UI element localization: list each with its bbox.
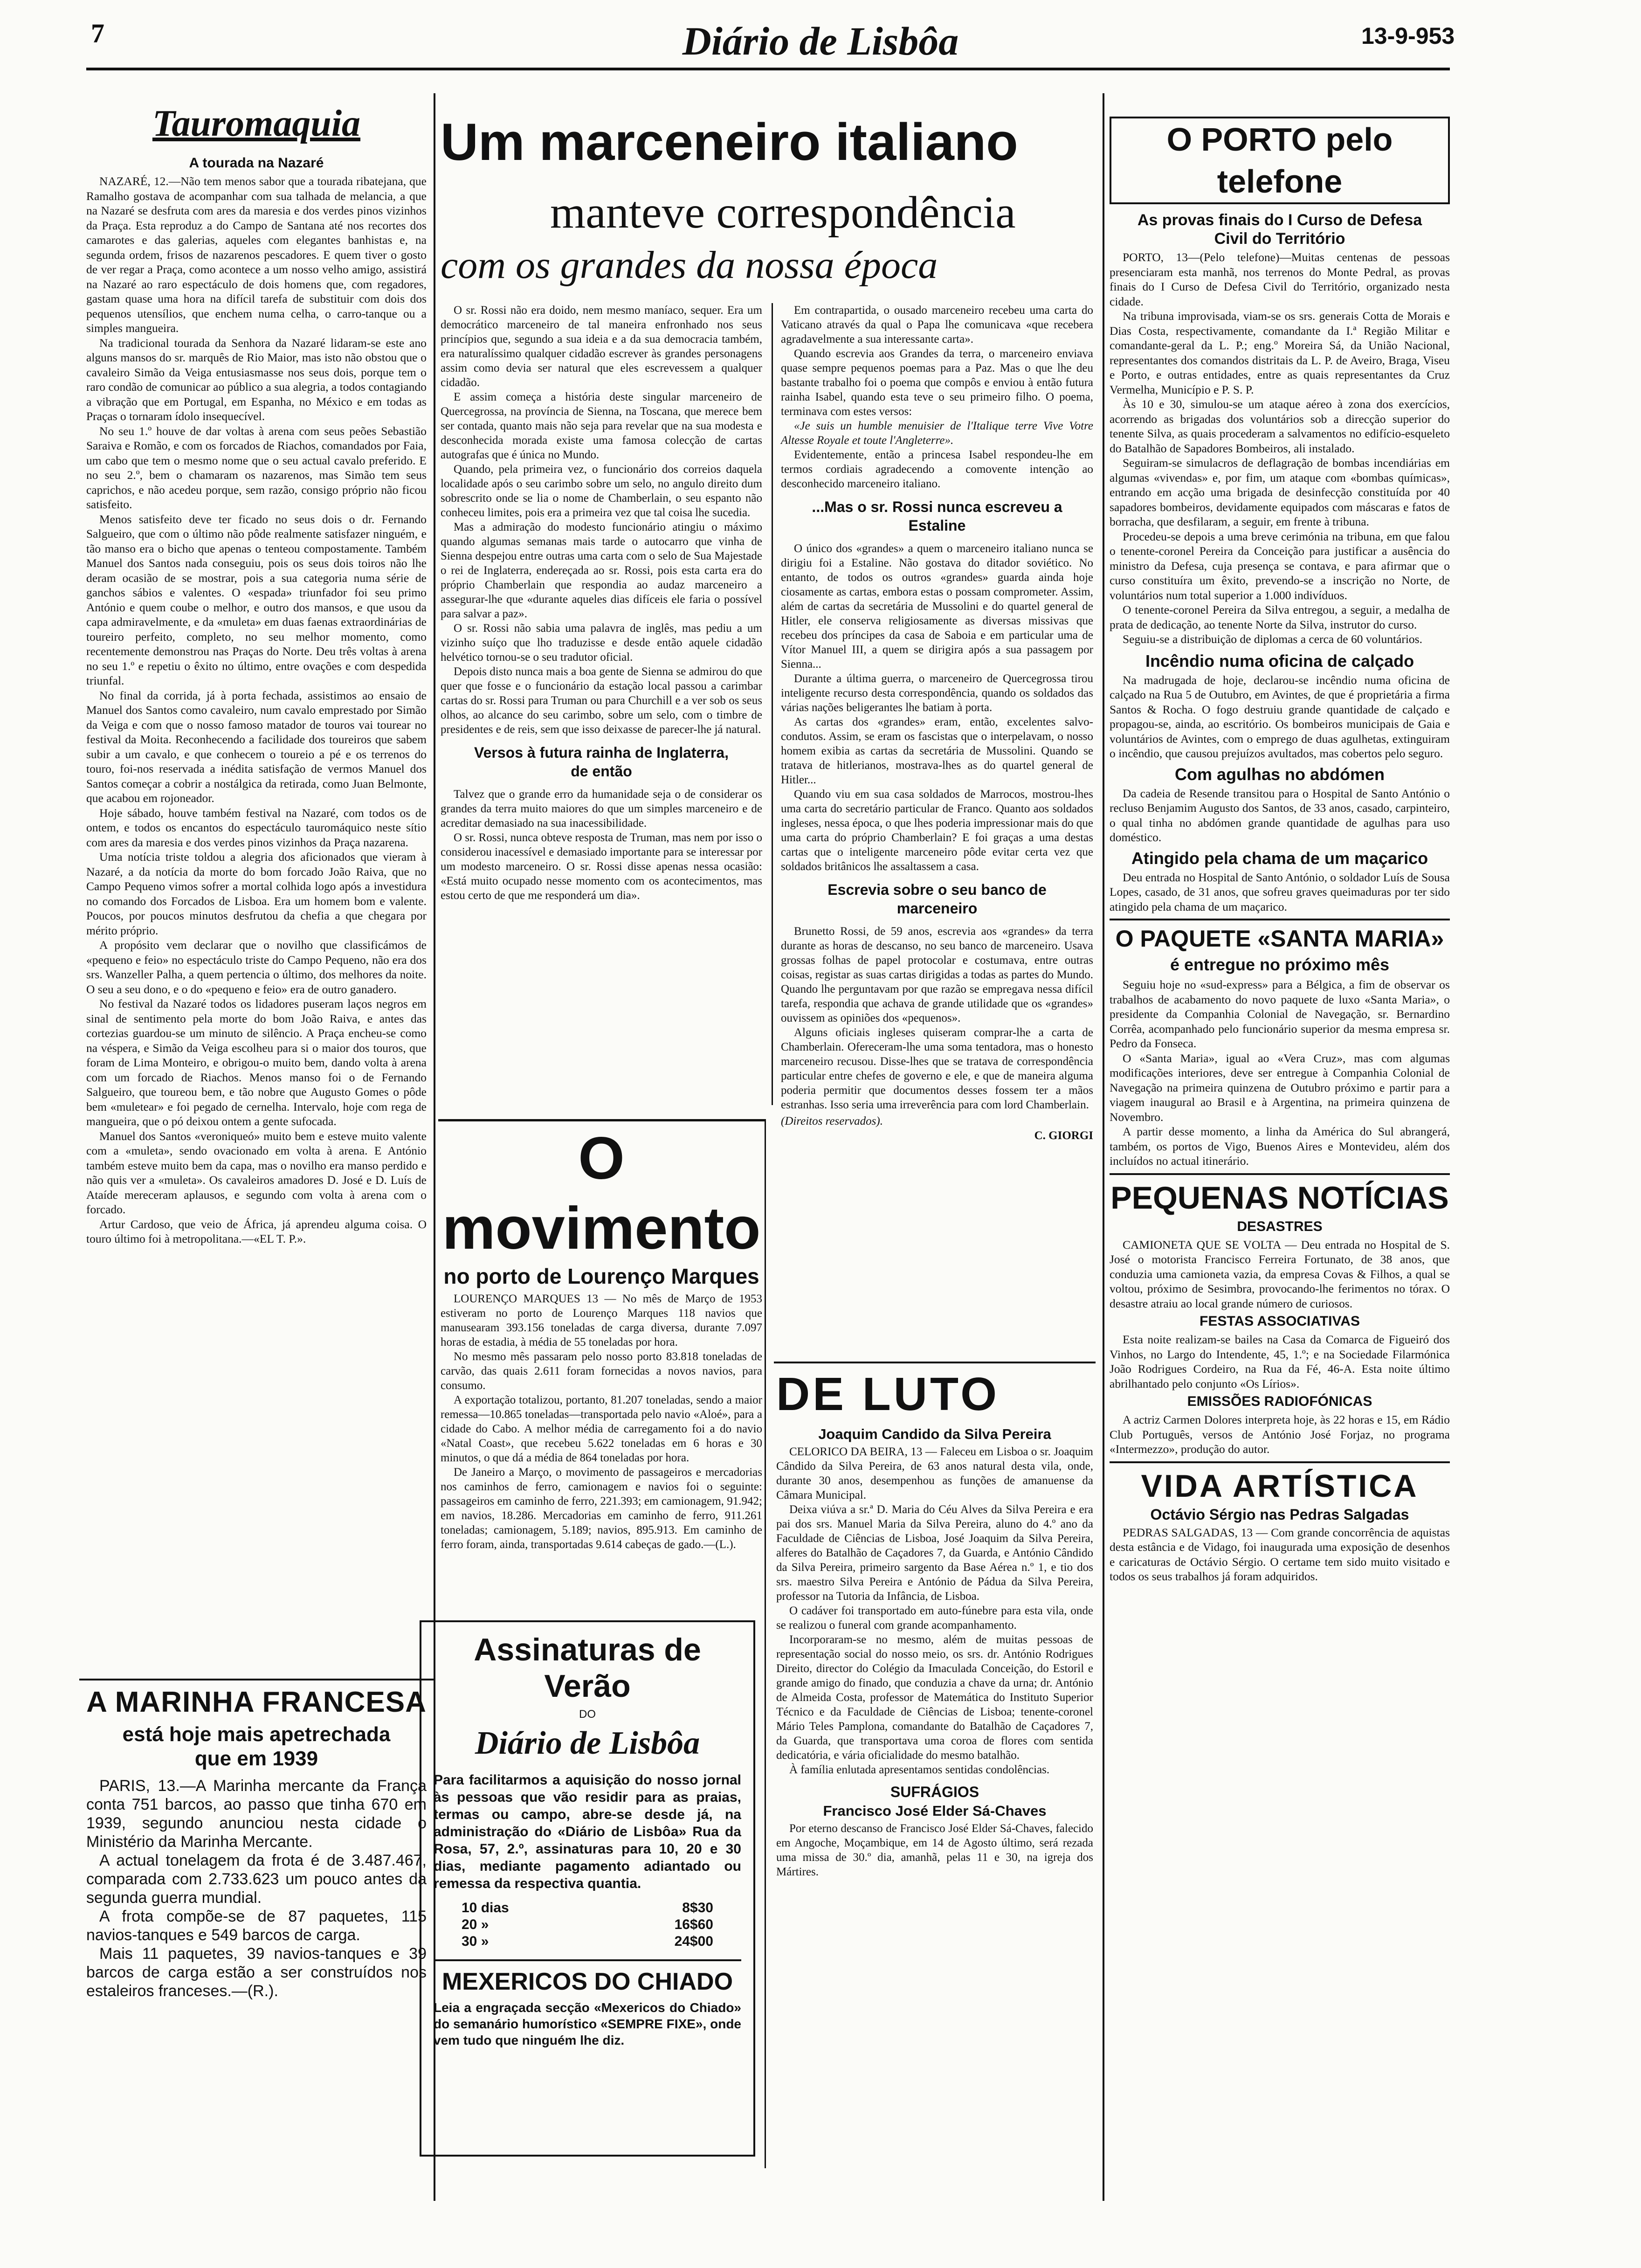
paragraph: As cartas dos «grandes» eram, então, excelentes salvo-condutos. Assim, se eram os fascistas que o interpelavam, o nosso homem exibia as cartas da secretária de Mussolini. Quando se tratava de hitlerianos, mostrava-lhes as do quartel general de Hitler... (781, 716, 1093, 786)
obituary-name: Joaquim Candido da Silva Pereira (818, 1426, 1051, 1442)
paragraph: Incorporaram-se no mesmo, além de muitas pessoas de representação social do nosso meio, os srs. dr. António Rodrigues Direito, director do Colégio da Imaculada Conceição, do Estoril e grande amigo do finado, que conduzia a chave da urna; dr. António de Almeida Costa, professor de Matemática do Instituto Superior Técnico e da Faculdade de Ciências de Lisboa; tenente-coronel Mário Teles Pamplona, comandante do Batalhão de Caçadores 7, da Guarda, que transportava uma coroa de flores com sentida dedicatória, e vária oficialidade do mesmo batalhão. (776, 1633, 1093, 1762)
paragraph: O sr. Rossi não era doido, nem mesmo maníaco, sequer. Era um democrático marceneiro de tal maneira enfronhado nos seus princípios que, segundo a sua ideia e a da sua democracia também, era naturalíssimo qualquer cidadão escrever às grandes personagens assim como devia ser natural que eles escrevessem a qualquer cidadão. (441, 304, 762, 389)
column-rule (1110, 1173, 1450, 1175)
header-rule (86, 68, 1450, 70)
headline-marceneiro-line3: com os grandes da nossa época (441, 243, 938, 287)
paragraph: Uma notícia triste toldou a alegria dos aficionados que vieram à Nazaré, a da notícia da morte do bom forcado João Raiva, que no Campo Pequeno vimos sofrer a mortal colhida logo após a investidura no comando dos Forcados de Lisboa. Era um homem bom e valente. Poucos, por poucos minutos desfrutou da chefia a que chegara por mérito próprio. (86, 850, 427, 937)
subhead-festas: FESTAS ASSOCIATIVAS (1200, 1314, 1360, 1329)
price-value: 24$00 (674, 1934, 713, 1949)
article-movimento (441, 1124, 762, 1552)
subhead-sufragios: SUFRÁGIOS (890, 1784, 979, 1800)
price-table (462, 1900, 713, 1950)
column-porto (1110, 117, 1450, 1584)
price-value: 16$60 (674, 1917, 713, 1932)
paragraph: A frota compõe-se de 87 paquetes, 115 navios-tanques e 549 barcos de carga. (86, 1908, 427, 1944)
headline-de-luto: DE LUTO (776, 1368, 1000, 1420)
price-days: 30 » (462, 1934, 489, 1949)
paragraph: Talvez que o grande erro da humanidade seja o de considerar os grandes da terra muito maiores do que um simples marceneiro e de acreditar demasiado na sua inacessibilidade. (441, 788, 762, 830)
paragraph: Artur Cardoso, que veio de África, já aprendeu alguma coisa. O touro último foi à metropolitana.—«EL T. P.». (86, 1217, 427, 1245)
paragraph: E assim começa a história deste singular marceneiro de Quercegrossa, na província de Sienna, na Toscana, que merece bem ser contada, quanto mais não seja para revelar que na sua modesta e desconhecida morada existe uma famosa colecção de cartas autografas que é única no Mundo. (441, 391, 762, 461)
paragraph: No mesmo mês passaram pelo nosso porto 83.818 toneladas de carvão, das quais 2.611 foram fornecidas a novos navios, para consumo. (441, 1350, 762, 1392)
article-festas-body (1110, 1332, 1450, 1391)
headline-marceneiro: Um marceneiro italiano (441, 113, 1018, 171)
paragraph: LOURENÇO MARQUES 13 — No mês de Março de 1953 estiveram no porto de Lourenço Marques 118 navios que manusearam 393.156 toneladas de carga diversa, durante 7.097 horas de estadia, à média de 55 toneladas por hora. (441, 1293, 762, 1348)
price-row (462, 1900, 713, 1916)
assinaturas-paper-name: Diário de Lisbôa (475, 1725, 700, 1761)
mexericos-title: MEXERICOS DO CHIADO (441, 1968, 733, 1995)
subhead-movimento: no porto de Lourenço Marques (443, 1264, 759, 1288)
paragraph: O sr. Rossi, nunca obteve resposta de Truman, mas nem por isso o considerou inacessível e demasiado importante para se interessar por um modesto marceneiro. O sr. Rossi disse apenas nessa ocasião: «Está muito ocupado nesse momento com os acontecimentos, mas estou certo de que me responderá um dia». (441, 831, 762, 902)
subhead-estaline: ...Mas o sr. Rossi nunca escreveu a Estaline (812, 498, 1062, 534)
paragraph: Manuel dos Santos «veroniqueó» muito bem e esteve muito valente com a «muleta», sendo ovacionado em volta à arena. E António também esteve muito bem da capa, mas o novilho era manso perdido e não quis ver a «muleta». Os cavaleiros amadores D. José e D. Luís de Ataíde mereceram aplausos, e segundo com volta à arena com o forcado. (86, 1129, 427, 1216)
paragraph: Evidentemente, então a princesa Isabel respondeu-lhe em termos cordiais agradecendo a comovente intenção ao desconhecido marceneiro italiano. (781, 449, 1093, 490)
paragraph: CELORICO DA BEIRA, 13 — Faleceu em Lisboa o sr. Joaquim Cândido da Silva Pereira, de 63 anos natural desta vila, onde, durante 30 anos, desempenhou as funções de amanuense da Câmara Municipal. (776, 1445, 1093, 1501)
subhead-banco: Escrevia sobre o seu banco de marceneiro (827, 881, 1047, 917)
paragraph: CAMIONETA QUE SE VOLTA — Deu entrada no Hospital de S. José o motorista Francisco Ferreira Fortunato, de 38 anos, que conduzia uma camioneta vazia, da empresa Covas & Filhos, a qual se voltou, próximo de Sesimbra, provocando-lhe ferimentos no tórax. O desastre atraiu ao local grande número de curiosos. (1110, 1238, 1450, 1310)
paragraph: Por eterno descanso de Francisco José Elder Sá-Chaves, falecido em Angoche, Moçambique, em 14 de Agosto último, será rezada uma missa de 30.º dia, amanhã, pelas 11 e 30, na igreja dos Mártires. (776, 1822, 1093, 1878)
article-tourada-body (86, 174, 427, 1246)
column-tauromaquia (86, 103, 427, 1246)
price-row (462, 1933, 713, 1950)
article-desastres-body (1110, 1238, 1450, 1311)
column-rule (79, 1679, 434, 1680)
vertical-rule (1103, 93, 1104, 2201)
paragraph: O único dos «grandes» a quem o marceneiro italiano nunca se dirigiu foi a Estaline. Não gostava do ditador soviético. No entanto, de todos os outros «grandes» guarda ainda hoje ciosamente as cartas, embora estas o possam comprometer. Assim, além de cartas da secretária de Mussolini e do quartel general de Hitler, ele conserva religiosamente as diversas missivas que recebeu dos príncipes da casa de Saboia e em particular uma de Vítor Manuel III, a quem se dirigira após a sua passagem por Sienna... (781, 542, 1093, 671)
headline-vida-artistica: VIDA ARTÍSTICA (1141, 1468, 1419, 1504)
article-marinha-body (86, 1777, 427, 2000)
article-de-luto (776, 1366, 1093, 1879)
assinaturas-do: DO (579, 1708, 596, 1721)
paragraph: Esta noite realizam-se bailes na Casa da Comarca de Figueiró dos Vinhos, no Largo do Intendente, 45, 1.º; e na Sociedade Filarmónica João Rodrigues Cordeiro, na Rua da Fé, 46-A. Esta noite último abrilhantado pelo conjunto «Os Lírios». (1110, 1333, 1450, 1390)
paragraph: Na madrugada de hoje, declarou-se incêndio numa oficina de calçado na Rua 5 de Outubro, em Avintes, de que é proprietária a firma Santos & Rocha. O fogo destruiu grande quantidade de calçado e propagou-se, ainda, ao escritório. Os bombeiros municipais de Gaia e voluntários de Avintes, com o emprego de duas agulhetas, extinguiram o incêndio, que causou prejuízos avultados, mas cobertos pelo seguro. (1110, 673, 1450, 760)
paragraph: O «Santa Maria», igual ao «Vera Cruz», mas com algumas modificações interiores, deve ser entregue à Companhia Colonial de Navegação na primeira quinzena de Outubro próximo e partir para a viagem inaugural ao Brasil e à Argentina, na primeira quinzena de Novembro. (1110, 1051, 1450, 1124)
author-giorgi: C. GIORGI (1034, 1129, 1093, 1142)
paragraph: De Janeiro a Março, o movimento de passageiros e mercadorias nos caminhos de ferro, camionagem e navios foi o seguinte: passageiros em caminho de ferro, 221.393; em camionagem, 91.942; em navios, 18.286. Mercadorias em caminho de ferro, 911.261 toneladas; camionagem, 5.189; navios, 895.913. Em caminho de ferro foram, ainda, transportadas 9.614 cabeças de gado.—(L.). (441, 1466, 762, 1551)
paragraph: Deu entrada no Hospital de Santo António, o soldador Luís de Sousa Lopes, casado, de 31 anos, que sofreu graves queimaduras por ter sido atingido pela chama de um maçarico. (1110, 870, 1450, 913)
paragraph: Na tradicional tourada da Senhora da Nazaré lidaram-se este ano alguns mansos do sr. marquês de Rio Maior, mas isto não obstou que o cavaleiro Simão da Veiga entusiasmasse nos seus dois, porque tem o raro condão de comunicar ao público a sua alegria, a todos contagiando a vibração que em Portugal, em Espanha, no México e em todas as Praças o tornaram ídolo insequecível. (86, 336, 427, 423)
paragraph: Alguns oficiais ingleses quiseram comprar-lhe a carta de Chamberlain. Ofereceram-lhe uma soma tentadora, mas o honesto marceneiro recusou. Disse-lhes que se tratava de correspondência particular entre chefes de governo e ele, e que de maneira alguma poderia permitir que documentos desses fossem ter a mãos estranhas. Isso seria uma irreverência para com lord Chamberlain. (781, 1026, 1093, 1111)
box-assinaturas (420, 1620, 755, 2157)
price-days: 20 » (462, 1917, 489, 1932)
subhead-paquete: é entregue no próximo mês (1170, 955, 1390, 974)
paragraph: Depois disto nunca mais a boa gente de Sienna se admirou do que quer que fosse e o funcionário da estação local passou a carimbar cartas do sr. Rossi para Truman ou para Churchill e a ver sob os seus olhos, ao alcance do seu carimbo, sobre um selo, com o timbre de presidentes e de reis, sem que isso deixasse de parecer-lhe já natural. (441, 665, 762, 736)
sufragios-body (776, 1821, 1093, 1879)
paragraph: A propósito vem declarar que o novilho que classificámos de «pequeno e feio» no espectáculo triste do Campo Pequeno, não era dos srs. Wanzeller Palha, a quem pertencia o último, dos melhores da noite. O seu a seu dono, e o do «pequeno e feio» era de outro ganadero. (86, 938, 427, 996)
paragraph: Na tribuna improvisada, viam-se os srs. generais Cotta de Morais e Dias Costa, respectivamente, comandante da I.ª Região Militar e comandante-geral da L. P.; eng.º Moreira Sá, da União Nacional, representantes dos comandos distritais da L. P. de Aveiro, Braga, Viseu e Porto, e outras entidades, entre as quais representantes da Cruz Vermelha, Município e P. S. P. (1110, 309, 1450, 396)
paragraph: Seguiu-se a distribuição de diplomas a cerca de 60 voluntários. (1123, 632, 1422, 646)
page-number: 7 (91, 18, 104, 48)
paragraph: Quando viu em sua casa soldados de Marrocos, mostrou-lhes uma carta do secretário particular de Franco. Quanto aos soldados ingleses, nessa época, o que lhes poderia impressionar mais do que uma carta do próprio Chamberlain? E foi graças a uma destas cartas que o inteligente marceneiro pôde evitar certa vez que soldados britânicos lhe assaltassem a casa. (781, 788, 1093, 873)
article-incendio-body (1110, 673, 1450, 761)
section-title-tauromaquia: Tauromaquia (152, 103, 361, 144)
paragraph: PARIS, 13.—A Marinha mercante da França conta 751 barcos, ao passo que tinha 670 em 1939, segundo anunciou nesta cidade o Ministério da Marinha Mercante. (86, 1777, 427, 1851)
paragraph: Menos satisfeito deve ter ficado no seus dois o dr. Fernando Salgueiro, que com o último não pôde realmente satisfazer ninguém, e tão manso era o bicho que apenas o tenteou compostamente. Também Manuel dos Santos nada conseguiu, pois os seus dois toiros não lhe deram ocasião de se mostrar, pois a sua categoria numa série de ganchos sábios e valentes. O «espada» triunfador foi seu primo António e quem coube o melhor, e outro dos mansos, e que usou da capa admiravelmente, e da «muleta» em duas faenas extraordinárias de toureiro perfeito, completo, no seu melhor momento, como recentemente demonstrou nas Praças do Norte. Deu três voltas à arena no seu 1.º e repetiu o êxito no último, entre ovações e com despedida triunfal. (86, 512, 427, 687)
paragraph: A actriz Carmen Dolores interpreta hoje, às 22 horas e 15, em Rádio Club Português, versos de António José Forjaz, no programa «Intermezzo», produção do autor. (1110, 1413, 1450, 1456)
paragraph: Hoje sábado, houve também festival na Nazaré, com todos os de ontem, e todos os encantos do espectáculo tauromáquico neste sítio com ares da maresia e dos verdes pinos vizinhos da Praça nazarena. (86, 806, 427, 849)
paragraph: Quando, pela primeira vez, o funcionário dos correios daquela localidade após o seu carimbo sobre um selo, no angulo direito dum sobrescrito onde se lia o nome de Chamberlain, o seu espanto não conheceu limites, pois era a primeira vez que tal coisa lhe sucedia. (441, 463, 762, 519)
subhead-marinha: está hoje mais apetrechada que em 1939 (122, 1723, 391, 1770)
subhead-defesa-civil: As provas finais do I Curso de Defesa Civil do Território (1137, 211, 1422, 248)
column-rule (1110, 1461, 1450, 1463)
article-marinha-francesa (86, 1686, 427, 2000)
paragraph: PORTO, 13—(Pelo telefone)—Muitas centenas de pessoas presenciaram esta manhã, nos terrenos do Monte Pedral, as provas finais do I Curso de Defesa Civil do Território, organizado nesta cidade. (1110, 250, 1450, 308)
assinaturas-body: Para facilitarmos a aquisição do nosso jornal às pessoas que vão residir para as praias, termas ou campo, abre-se desde já, na administração do «Diário de Lisbôa» Rua da Rosa, 57, 2.º, assinaturas para 10, 20 e 30 dias, mediante pagamento adiantado ou remessa da respectiva quantia. (434, 1772, 741, 1891)
paragraph: Durante a última guerra, o marceneiro de Quercegrossa tirou inteligente recurso desta correspondência, quando os soldados das várias nações beligerantes lhe batiam à porta. (781, 672, 1093, 714)
subhead-agulhas: Com agulhas no abdómen (1174, 764, 1385, 784)
column-rule (1110, 919, 1450, 920)
subhead-incendio: Incêndio numa oficina de calçado (1145, 651, 1414, 671)
obituary-body (776, 1445, 1093, 1777)
column-rule (774, 1362, 1096, 1363)
paragraph: Mais 11 paquetes, 39 navios-tanques e 39 barcos de carga estão a ser construídos nos estaleiros franceses.—(R.). (86, 1945, 427, 2000)
article-marceneiro-col-b (781, 303, 1093, 1143)
subhead-desastres: DESASTRES (1237, 1218, 1323, 1234)
article-paquete-body (1110, 977, 1450, 1169)
paragraph: A actual tonelagem da frota é de 3.487.467, comparada com 2.733.623 um pouco antes da segunda guerra mundial. (86, 1852, 427, 1907)
paragraph: Mas a admiração do modesto funcionário atingiu o máximo quando algumas semanas mais tarde o autocarro que vinha de Sienna despejou entre outras uma carta com o selo de Sua Majestade o rei de Inglaterra, endereçada ao sr. Rossi, pois esta carta era do próprio Chamberlain que respondia ao audaz marceneiro a assegurar-lhe que «durante aqueles dias difíceis ele faria o possível para salvar a paz». (441, 521, 762, 620)
article-agulhas-body (1110, 786, 1450, 845)
subhead-octavio-sergio: Octávio Sérgio nas Pedras Salgadas (1150, 1506, 1409, 1523)
paragraph: A exportação totalizou, portanto, 81.207 toneladas, sendo a maior remessa—10.865 toneladas—transportada pelo navio «Aloé», para a cidade do Cabo. A melhor média de carregamento foi a do navio «Natal Coast», que recebeu 5.622 toneladas em 6 horas e 30 minutos, o que dá a média de 864 toneladas por hora. (441, 1394, 762, 1464)
headline-movimento: O movimento (442, 1125, 761, 1262)
article-marceneiro-col-a (441, 303, 762, 903)
paragraph: O tenente-coronel Pereira da Silva entregou, a seguir, a medalha de prata de dedicação, ao tenente Norte da Silva, instrutor do curso. (1110, 603, 1450, 631)
paragraph: Da cadeia de Resende transitou para o Hospital de Santo António o recluso Benjamim Augusto dos Santos, de 33 anos, casado, carpinteiro, o qual tinha no abdómen grande quantidade de agulhas para uso doméstico. (1110, 786, 1450, 844)
price-value: 8$30 (682, 1900, 713, 1915)
article-porto-body (1110, 250, 1450, 647)
paragraph: Em contrapartida, o ousado marceneiro recebeu uma carta do Vaticano através da qual o Papa lhe comunicava «que recebera agradavelmente a sua interessante carta». (781, 304, 1093, 346)
mexericos-body: Leia a engraçada secção «Mexericos do Chiado» do semanário humorístico «SEMPRE FIXE», onde vem tudo que ninguém lhe diz. (434, 2000, 741, 2047)
paragraph: Às 10 e 30, simulou-se um ataque aéreo à zona dos exercícios, acorrendo as brigadas dos voluntários sob a direcção superior do tenente Silva, as quais procederam a salvamentos no edifício-esqueleto do Batalhão de Sapadores Bombeiros, ali instalado. (1110, 397, 1450, 455)
assinaturas-title: Assinaturas de Verão (474, 1632, 701, 1704)
article-macarico-body (1110, 870, 1450, 914)
paragraph: O cadáver foi transportado em auto-fúnebre para esta vila, onde se realizou o funeral com grande acompanhamento. (776, 1604, 1093, 1632)
article-vida-body (1110, 1525, 1450, 1584)
subhead-versos: Versos à futura rainha de Inglaterra, de então (474, 744, 729, 780)
article-emissoes-body (1110, 1412, 1450, 1457)
vertical-rule (765, 1119, 766, 2168)
paragraph: Seguiu hoje no «sud-express» para a Bélgica, a fim de observar os trabalhos de acabamento do novo paquete de luxo «Santa Maria», o presidente da Companhia Colonial de Navegação, sr. Bernardino Corrêa, acompanhado pelo funcionário superior da mesma empresa sr. Pedro da Fonseca. (1110, 978, 1450, 1050)
paragraph: No festival da Nazaré todos os lidadores puseram laços negros em sinal de sentimento pela morte do bom João Raiva, e antes das cortezias guardou-se um minuto de silêncio. A Praça encheu-se como na véspera, e Simão da Veiga escolheu para si o maior dos touros, que foram de Lima Monteiro, e obrigou-o muito bem, dando volta à arena com um forcado de Riachos. Menos manso foi o de Fernando Salgueiro, que toureou bem, e tão nobre que Augusto Gomes o pôde bem «muletear» e foi pegado de cernelha. Intervalo, hoje com rega de mangueira, que o pó deixou ontem a gente sufocada. (86, 997, 427, 1128)
column-rule (438, 1119, 765, 1121)
subhead-macarico: Atingido pela chama de um maçarico (1131, 848, 1428, 868)
headline-pequenas-noticias: PEQUENAS NOTÍCIAS (1110, 1180, 1449, 1216)
paragraph: À família enlutada apresentamos sentidas condolências. (789, 1763, 1050, 1776)
subhead-tourada: A tourada na Nazaré (189, 155, 324, 171)
paragraph: Deixa viúva a sr.ª D. Maria do Céu Alves da Silva Pereira e era pai dos srs. Manuel Maria da Silva Pereira, aluno do 4.º ano da Faculdade de Ciências de Lisboa, José Joaquim da Silva Pereira, alferes do Batalhão de Caçadores 7, da Guarda, e António Cândido da Silva Pereira, primeiro sargento da Base Aérea n.º 1, e tio dos srs. maestro Silva Pereira e António de Pádua da Silva Pereira, professor na Tutoria da Infância, de Lisboa. (776, 1503, 1093, 1603)
subhead-emissoes: EMISSÕES RADIOFÓNICAS (1187, 1394, 1372, 1409)
paragraph: «Je suis un humble menuisier de l'Italique terre Vive Votre Altesse Royale et toute l'Angleterre». (781, 420, 1093, 447)
vertical-rule (772, 303, 773, 1105)
paragraph: Brunetto Rossi, de 59 anos, escrevia aos «grandes» da terra durante as horas de descanso, no seu banco de marceneiro. Usava grossas folhas de papel protocolar e costumava, entre outras coisas, registar as suas cartas dirigidas a todas as partes do Mundo. Quando lhe perguntavam por que razão se empregava nessa difícil tarefa, respondia que achava de grande utilidade que os «grandes» ouvissem as opiniões dos «pequenos». (781, 925, 1093, 1024)
paragraph: A partir desse momento, a linha da América do Sul abrangerá, também, os portos de Vigo, Buenos Aires e Montevideu, além dos incluídos no actual itinerário. (1110, 1125, 1450, 1168)
paragraph: PEDRAS SALGADAS, 13 — Com grande concorrência de aquistas desta estância e de Vidago, foi inaugurada uma exposição de desenhos e caricaturas de Octávio Sérgio. O certame tem sido muito visitado e todos os seus trabalhos já foram adquiridos. (1110, 1525, 1450, 1583)
paragraph: No seu 1.º houve de dar voltas à arena com seus peões Sebastião Saraiva e Romão, e com os forcados de Riachos, comandados por Faia, um cabo que tem o mesmo nome que o seu actual cavalo preferido. E no seu 2.º, bem o chamaram os nazarenos, mas Simão tem seus caprichos, e não acedeu porque, sem razão, consigo próprio não ficou satisfeito. (86, 424, 427, 511)
price-days: 10 dias (462, 1900, 509, 1915)
paragraph: No final da corrida, já à porta fechada, assistimos ao ensaio de Manuel dos Santos como cavaleiro, num cavalo emprestado por Simão da Veiga e com que o nosso famoso matador de touros vai tourear no festival da Moita. Reconhecendo a facilidade dos toureiros que sabem subir a um cavalo, e que conhecem o toureio a pé e os terrenos do touro, foi-nos reservada a inédita satisfação de vermos Manuel dos Santos começar a cobrir a nostálgica da retirada, como Juan Belmonte, que acabou em rojoneador. (86, 688, 427, 805)
headline-marceneiro-line2: manteve correspondência (550, 187, 1016, 238)
headline-marinha: A MARINHA FRANCESA (86, 1686, 427, 1718)
issue-date: 13-9-953 (1361, 23, 1455, 49)
box-divider (434, 1959, 741, 1961)
paragraph: Procedeu-se depois a uma breve cerimónia na tribuna, em que falou o tenente-coronel Pereira da Conceição para justificar a ausência do ministro da Defesa, cuja presença se contava, e para afirmar que o curso constituíra um êxito, prevendo-se a inscrição no Norte, de voluntários num total superior a 1.000 indivíduos. (1110, 529, 1450, 602)
paragraph: O sr. Rossi não sabia uma palavra de inglês, mas pediu a um vizinho suíço que lho traduzisse e desde então aquele cidadão helvético tornou-se o seu tradutor oficial. (441, 622, 762, 664)
article-movimento-body (441, 1292, 762, 1552)
masthead: Diário de Lisbôa (682, 19, 959, 63)
price-row (462, 1916, 713, 1933)
paragraph: Quando escrevia aos Grandes da terra, o marceneiro enviava quase sempre pequenos poemas para a Paz. Mas o que lhe deu bastante trabalho foi o poema que compôs e enviou à então futura rainha Isabel, quando esta teve o seu primeiro filho. O poema, terminava com estes versos: (781, 347, 1093, 418)
paragraph: NAZARÉ, 12.—Não tem menos sabor que a tourada ribatejana, que Ramalho gostava de acompanhar com sua talhada de melancia, a que na Nazaré se desfruta com ares da maresia e dos verdes pinos vizinhos da Praça. Esta reproduz a do Campo de Santana até nos recortes dos camarotes e das galerias, aqueles com elegantes banhistas e, na segunda ordem, frisos de nazarenos pescadores. E quem tiver o gosto de ver regar a Praça, como acontece a um nosso velho amigo, assistirá na Nazaré ao raro espectáculo de dois homens que, com regadores, gastam quase uma hora na difícil tarefa de substituir com dois dos pequenos utensílios, que enchem numa celha, o carro-tanque ou a simples mangueira. (86, 174, 427, 335)
headline-paquete: O PAQUETE «SANTA MARIA» (1115, 926, 1444, 952)
credit-direitos: (Direitos reservados). (781, 1115, 883, 1127)
sufragios-name: Francisco José Elder Sá-Chaves (823, 1803, 1047, 1819)
headline-porto-telefone: O PORTO pelo telefone (1110, 117, 1450, 204)
paragraph: Seguiram-se simulacros de deflagração de bombas incendiárias em algumas «vivendas» e, por fim, um ataque com «bombas químicas», entrando em acção uma brigada de desinfecção constituída por 40 sapadores bombeiros, devidamente equipados com máscaras e fatos de borracha, que desfilaram, a seguir, em frente à tribuna. (1110, 456, 1450, 528)
